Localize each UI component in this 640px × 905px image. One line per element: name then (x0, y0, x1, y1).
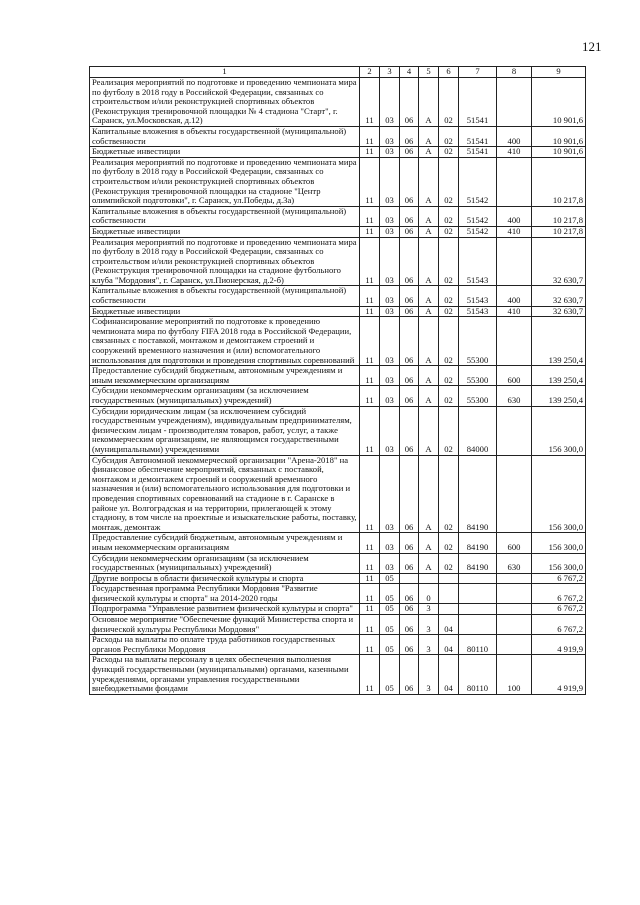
cell-col8 (497, 604, 532, 615)
cell-col3: 05 (380, 615, 400, 635)
cell-col6: 02 (439, 286, 459, 306)
cell-col3: 03 (380, 533, 400, 553)
cell-col7: 84190 (459, 533, 497, 553)
cell-col2: 11 (360, 317, 380, 366)
cell-col6: 02 (439, 237, 459, 286)
cell-col6: 02 (439, 157, 459, 206)
col-header: 8 (497, 67, 532, 78)
cell-amount: 139 250,4 (532, 317, 586, 366)
cell-col5: А (419, 317, 439, 366)
cell-col4: 06 (400, 206, 419, 226)
row-name: Государственная программа Республики Мордовия "Развитие физической культуры и спорта" на 2014-2020 годы (90, 584, 360, 604)
row-name: Реализация мероприятий по подготовке и проведению чемпионата мира по футболу в 2018 году в Российской Федерации, связанных со строительством и/или реконструкцией спортивных объектов (Реконструкция тренировочной площадки на стадионе "Центр олимпийской подготовки", г. Саранск, ул.Победы, д.3а) (90, 157, 360, 206)
cell-col5: А (419, 237, 439, 286)
cell-col6: 02 (439, 533, 459, 553)
table-row (90, 317, 586, 366)
cell-col8 (497, 317, 532, 366)
cell-col4: 06 (400, 386, 419, 406)
header-row (90, 67, 586, 78)
cell-amount: 6 767,2 (532, 573, 586, 584)
cell-col4: 06 (400, 655, 419, 694)
cell-col7: 51543 (459, 306, 497, 317)
cell-col4: 06 (400, 317, 419, 366)
row-name: Бюджетные инвестиции (90, 306, 360, 317)
cell-col7: 51542 (459, 226, 497, 237)
cell-col6: 02 (439, 366, 459, 386)
cell-col2: 11 (360, 584, 380, 604)
col-header: 3 (380, 67, 400, 78)
cell-col8: 600 (497, 366, 532, 386)
cell-col5: А (419, 366, 439, 386)
cell-col4: 06 (400, 226, 419, 237)
row-name: Субсидии некоммерческим организациям (за исключением государственных (муниципальных) учреждений) (90, 386, 360, 406)
cell-col7: 80110 (459, 655, 497, 694)
table-row (90, 655, 586, 694)
cell-col7: 51543 (459, 237, 497, 286)
row-name: Субсидии юридическим лицам (за исключением субсидий государственным учреждениям), индивидуальным предпринимателям, физическим лицам - производителям товаров, работ, услуг, а также некоммерческим организациям, не являющимся государственными (муниципальными) учреждениями (90, 406, 360, 455)
table-row (90, 386, 586, 406)
cell-col3: 03 (380, 286, 400, 306)
cell-col7 (459, 584, 497, 604)
cell-amount: 156 300,0 (532, 533, 586, 553)
cell-amount: 156 300,0 (532, 455, 586, 533)
col-header: 9 (532, 67, 586, 78)
cell-amount: 32 630,7 (532, 286, 586, 306)
col-header: 7 (459, 67, 497, 78)
table-row (90, 147, 586, 158)
cell-col5: А (419, 533, 439, 553)
cell-col7 (459, 573, 497, 584)
cell-col2: 11 (360, 604, 380, 615)
cell-col3: 05 (380, 604, 400, 615)
cell-col3: 03 (380, 455, 400, 533)
cell-col4: 06 (400, 157, 419, 206)
cell-col2: 11 (360, 286, 380, 306)
cell-col4: 06 (400, 126, 419, 146)
cell-col4: 06 (400, 366, 419, 386)
cell-col5: А (419, 147, 439, 158)
cell-col8: 410 (497, 147, 532, 158)
cell-col2: 11 (360, 386, 380, 406)
row-name: Предоставление субсидий бюджетным, автономным учреждениям и иным некоммерческим организациям (90, 533, 360, 553)
table-row (90, 406, 586, 455)
cell-col5: А (419, 455, 439, 533)
page-number: 121 (582, 39, 602, 54)
col-header: 1 (90, 67, 360, 78)
cell-col2: 11 (360, 406, 380, 455)
cell-col8: 630 (497, 386, 532, 406)
cell-col4: 06 (400, 455, 419, 533)
cell-col5 (419, 573, 439, 584)
row-name: Расходы на выплаты персоналу в целях обеспечения выполнения функций государственными (муниципальными) органами, казенными учреждениями, органами управления государственными внебюджетными фондами (90, 655, 360, 694)
cell-col4: 06 (400, 584, 419, 604)
row-name: Субсидия Автономной некоммерческой организации "Арена-2018" на финансовое обеспечение мероприятий, связанных с поставкой, монтажом и демонтажем строений и сооружений временного назначения и (или) вспомогательного использования для подготовки и проведения спортивных соревнований на стадионе в г. Саранске в районе ул. Волгоградская и на территории, прилегающей к этому стадиону, в том числе на проектные и изыскательские работы, поставку, монтаж, демонтаж (90, 455, 360, 533)
cell-col7 (459, 615, 497, 635)
table-row (90, 306, 586, 317)
cell-amount: 10 901,6 (532, 147, 586, 158)
cell-amount: 4 919,9 (532, 655, 586, 694)
cell-col2: 11 (360, 366, 380, 386)
row-name: Капитальные вложения в объекты государственной (муниципальной) собственности (90, 206, 360, 226)
cell-amount: 6 767,2 (532, 604, 586, 615)
cell-col2: 11 (360, 533, 380, 553)
table-row (90, 533, 586, 553)
table-row (90, 286, 586, 306)
cell-col4: 06 (400, 78, 419, 127)
cell-col5: А (419, 78, 439, 127)
cell-col7: 51541 (459, 78, 497, 127)
cell-col8 (497, 406, 532, 455)
cell-col6: 02 (439, 386, 459, 406)
cell-col5: 3 (419, 604, 439, 615)
cell-col5: А (419, 406, 439, 455)
cell-amount: 10 901,6 (532, 78, 586, 127)
cell-col2: 11 (360, 157, 380, 206)
cell-col4: 06 (400, 286, 419, 306)
cell-col8: 410 (497, 306, 532, 317)
cell-col4: 06 (400, 406, 419, 455)
row-name: Подпрограмма "Управление развитием физической культуры и спорта" (90, 604, 360, 615)
cell-col3: 03 (380, 126, 400, 146)
row-name: Бюджетные инвестиции (90, 226, 360, 237)
cell-col7: 84190 (459, 455, 497, 533)
cell-col2: 11 (360, 635, 380, 655)
cell-col4: 06 (400, 306, 419, 317)
table-row (90, 584, 586, 604)
cell-col5: А (419, 206, 439, 226)
cell-col8 (497, 573, 532, 584)
cell-col6: 02 (439, 147, 459, 158)
cell-col2: 11 (360, 206, 380, 226)
cell-amount: 156 300,0 (532, 553, 586, 573)
cell-col4: 06 (400, 635, 419, 655)
row-name: Реализация мероприятий по подготовке и проведению чемпионата мира по футболу в 2018 году в Российской Федерации, связанных со строительством и/или реконструкцией спортивных объектов (Реконструкция тренировочной площадки № 4 стадиона "Старт", г. Саранск, ул.Московская, д.12) (90, 78, 360, 127)
cell-col3: 03 (380, 317, 400, 366)
cell-col5: А (419, 386, 439, 406)
cell-col3: 03 (380, 157, 400, 206)
cell-col6: 04 (439, 655, 459, 694)
cell-col4: 06 (400, 533, 419, 553)
cell-col8: 400 (497, 206, 532, 226)
cell-col7: 51541 (459, 147, 497, 158)
cell-col2: 11 (360, 237, 380, 286)
row-name: Основное мероприятие "Обеспечение функций Министерства спорта и физической культуры Республики Мордовия" (90, 615, 360, 635)
cell-col6 (439, 573, 459, 584)
cell-col5: А (419, 286, 439, 306)
cell-col6 (439, 604, 459, 615)
budget-table (89, 66, 586, 695)
row-name: Капитальные вложения в объекты государственной (муниципальной) собственности (90, 126, 360, 146)
cell-col8 (497, 584, 532, 604)
cell-col8: 400 (497, 126, 532, 146)
cell-amount: 6 767,2 (532, 584, 586, 604)
cell-col3: 03 (380, 206, 400, 226)
cell-amount: 156 300,0 (532, 406, 586, 455)
cell-col2: 11 (360, 573, 380, 584)
cell-col5: А (419, 553, 439, 573)
table-row (90, 604, 586, 615)
row-name: Капитальные вложения в объекты государственной (муниципальной) собственности (90, 286, 360, 306)
cell-amount: 32 630,7 (532, 306, 586, 317)
table-row (90, 157, 586, 206)
cell-col6: 02 (439, 553, 459, 573)
cell-col8: 400 (497, 286, 532, 306)
cell-col2: 11 (360, 306, 380, 317)
row-name: Реализация мероприятий по подготовке и проведению чемпионата мира по футболу в 2018 году в Российской Федерации, связанных со строительством и/или реконструкцией спортивных объектов (Реконструкция тренировочной площадки на стадионе футбольного клуба "Мордовия", г. Саранск, ул.Пионерская, д.2-б) (90, 237, 360, 286)
cell-col7: 51541 (459, 126, 497, 146)
cell-col7: 51542 (459, 157, 497, 206)
cell-col3: 03 (380, 553, 400, 573)
row-name: Бюджетные инвестиции (90, 147, 360, 158)
cell-amount: 10 217,8 (532, 226, 586, 237)
row-name: Софинансирование мероприятий по подготовке к проведению чемпионата мира по футболу FIFA 2018 года в Российской Федерации, связанных с поставкой, монтажом и демонтажем строений и сооружений временного назначения и (или) вспомогательного использования для подготовки и проведения спортивных соревнований (90, 317, 360, 366)
col-header: 4 (400, 67, 419, 78)
cell-col5: 3 (419, 635, 439, 655)
cell-col6: 02 (439, 317, 459, 366)
cell-col4: 06 (400, 553, 419, 573)
cell-col8: 630 (497, 553, 532, 573)
cell-col6: 02 (439, 126, 459, 146)
cell-col7: 51542 (459, 206, 497, 226)
cell-col8 (497, 237, 532, 286)
cell-col5: А (419, 226, 439, 237)
cell-col3: 03 (380, 406, 400, 455)
cell-col7: 80110 (459, 635, 497, 655)
cell-col3: 03 (380, 306, 400, 317)
table-row (90, 78, 586, 127)
cell-col7: 51543 (459, 286, 497, 306)
cell-col2: 11 (360, 655, 380, 694)
cell-col7: 55300 (459, 317, 497, 366)
cell-col2: 11 (360, 147, 380, 158)
table-body (90, 78, 586, 695)
row-name: Расходы на выплаты по оплате труда работников государственных органов Республики Мордовия (90, 635, 360, 655)
cell-col6: 02 (439, 78, 459, 127)
table-row (90, 366, 586, 386)
cell-amount: 10 217,8 (532, 206, 586, 226)
col-header: 5 (419, 67, 439, 78)
cell-col6: 02 (439, 226, 459, 237)
cell-amount: 139 250,4 (532, 366, 586, 386)
cell-col3: 03 (380, 237, 400, 286)
cell-col2: 11 (360, 226, 380, 237)
cell-col2: 11 (360, 78, 380, 127)
cell-col8: 600 (497, 533, 532, 553)
cell-col7: 55300 (459, 366, 497, 386)
cell-col8: 100 (497, 655, 532, 694)
cell-col5: 0 (419, 584, 439, 604)
cell-amount: 10 901,6 (532, 126, 586, 146)
cell-col8 (497, 78, 532, 127)
cell-amount: 6 767,2 (532, 615, 586, 635)
col-header: 6 (439, 67, 459, 78)
cell-col4: 06 (400, 237, 419, 286)
table-row (90, 615, 586, 635)
table-row (90, 455, 586, 533)
cell-col3: 03 (380, 366, 400, 386)
cell-col5: А (419, 126, 439, 146)
cell-col6: 04 (439, 635, 459, 655)
row-name: Предоставление субсидий бюджетным, автономным учреждениям и иным некоммерческим организациям (90, 366, 360, 386)
cell-col5: А (419, 306, 439, 317)
cell-col7: 84000 (459, 406, 497, 455)
cell-col3: 03 (380, 78, 400, 127)
cell-col8 (497, 455, 532, 533)
row-name: Субсидии некоммерческим организациям (за исключением государственных (муниципальных) учреждений) (90, 553, 360, 573)
cell-col7 (459, 604, 497, 615)
table-row (90, 206, 586, 226)
cell-col6 (439, 584, 459, 604)
cell-col8: 410 (497, 226, 532, 237)
cell-col8 (497, 615, 532, 635)
cell-col7: 84190 (459, 553, 497, 573)
cell-col8 (497, 157, 532, 206)
table-row (90, 635, 586, 655)
row-name: Другие вопросы в области физической культуры и спорта (90, 573, 360, 584)
cell-col3: 05 (380, 655, 400, 694)
cell-col5: 3 (419, 655, 439, 694)
cell-col6: 02 (439, 455, 459, 533)
cell-col6: 04 (439, 615, 459, 635)
cell-col5: А (419, 157, 439, 206)
cell-col3: 03 (380, 147, 400, 158)
cell-col3: 03 (380, 226, 400, 237)
cell-col3: 05 (380, 635, 400, 655)
cell-col2: 11 (360, 126, 380, 146)
cell-amount: 139 250,4 (532, 386, 586, 406)
cell-col2: 11 (360, 615, 380, 635)
cell-amount: 4 919,9 (532, 635, 586, 655)
cell-col4: 06 (400, 147, 419, 158)
cell-col5: 3 (419, 615, 439, 635)
cell-col2: 11 (360, 553, 380, 573)
table-row (90, 126, 586, 146)
table-row (90, 226, 586, 237)
cell-col7: 55300 (459, 386, 497, 406)
cell-col6: 02 (439, 406, 459, 455)
cell-col6: 02 (439, 306, 459, 317)
cell-col6: 02 (439, 206, 459, 226)
table-row (90, 553, 586, 573)
table-row (90, 237, 586, 286)
cell-col4: 06 (400, 615, 419, 635)
cell-col3: 03 (380, 386, 400, 406)
cell-col3: 05 (380, 573, 400, 584)
cell-amount: 32 630,7 (532, 237, 586, 286)
cell-amount: 10 217,8 (532, 157, 586, 206)
cell-col2: 11 (360, 455, 380, 533)
cell-col4 (400, 573, 419, 584)
cell-col8 (497, 635, 532, 655)
table-row (90, 573, 586, 584)
cell-col4: 06 (400, 604, 419, 615)
cell-col3: 05 (380, 584, 400, 604)
col-header: 2 (360, 67, 380, 78)
